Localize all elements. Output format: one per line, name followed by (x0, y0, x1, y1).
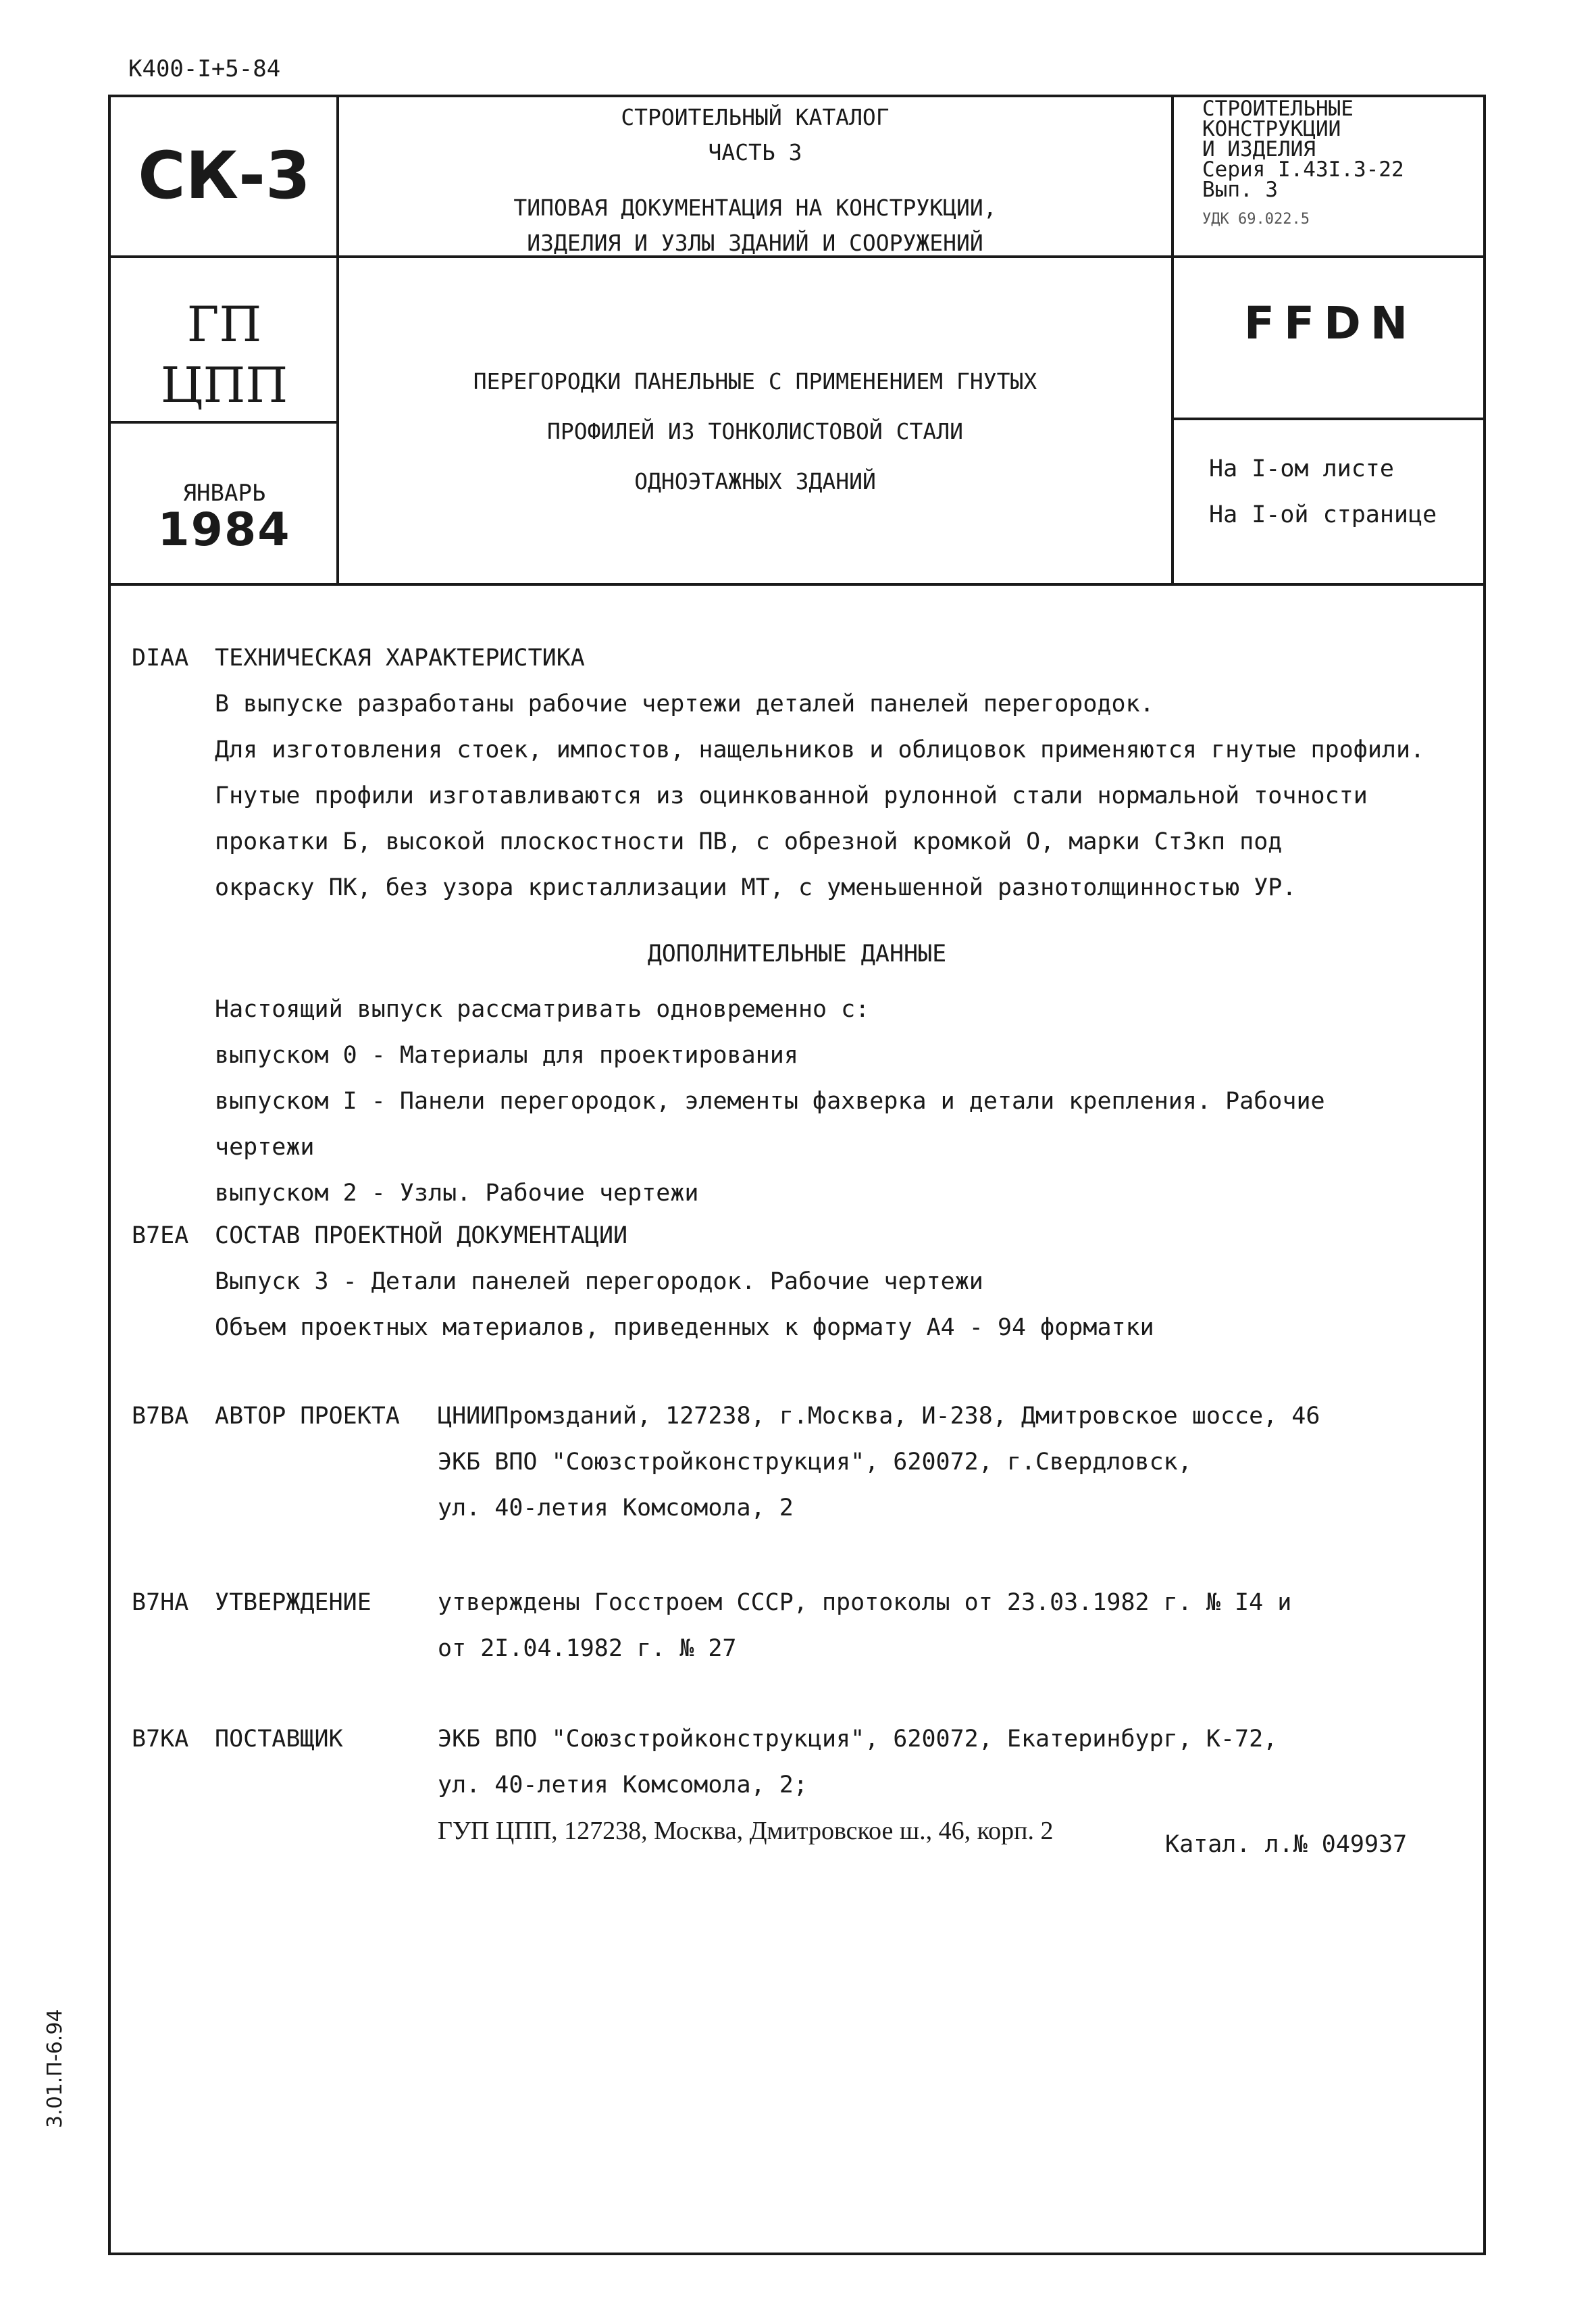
sheet-line: На I-ом листе (1209, 455, 1394, 482)
title-line: ОДНОЭТАЖНЫХ ЗДАНИЙ (634, 468, 876, 495)
text-line: Объем проектных материалов, приведенных к формату А4 - 94 форматки (215, 1314, 1154, 1341)
catalog-line: ИЗДЕЛИЯ И УЗЛЫ ЗДАНИЙ И СООРУЖЕНИЙ (527, 230, 983, 256)
text-line: ул. 40-летия Комсомола, 2; (438, 1771, 808, 1799)
document-title (338, 257, 1173, 584)
section-label-supplier: ПОСТАВЩИК (215, 1726, 343, 1753)
series-line: И ИЗДЕЛИЯ (1202, 137, 1316, 161)
text-line: ул. 40-летия Комсомола, 2 (438, 1494, 794, 1521)
date-block (111, 422, 338, 584)
publisher-line: ГП (186, 296, 262, 353)
title-line: ПЕРЕГОРОДКИ ПАНЕЛЬНЫЕ С ПРИМЕНЕНИЕМ ГНУТЫХ (473, 368, 1037, 395)
section-heading-extra: ДОПОЛНИТЕЛЬНЫЕ ДАННЫЕ (647, 940, 947, 967)
extra-text (215, 986, 1431, 1216)
sheet-info (1209, 446, 1437, 538)
text-line: ЭКБ ВПО "Союзстройконструкция", 620072, Екатеринбург, К-72, (438, 1726, 1278, 1753)
catalog-block (338, 95, 1173, 257)
composition-text (215, 1259, 1431, 1351)
text-line: окраску ПК, без узора кристаллизации МТ, с уменьшенной разнотолщинностью УР. (215, 874, 1297, 901)
series-line: Серия I.43I.3-22 (1202, 157, 1404, 182)
text-line: от 2I.04.1982 г. № 27 (438, 1635, 737, 1662)
catalog-code: СК-3 (138, 138, 311, 213)
series-line: КОНСТРУКЦИИ (1202, 117, 1341, 141)
side-code: 3.01.П-6.94 (43, 2009, 67, 2128)
month: ЯНВАРЬ (182, 480, 266, 507)
text-line: В выпуске разработаны рабочие чертежи деталей панелей перегородок. (215, 690, 1154, 718)
section-code-tech: DIAA (132, 645, 189, 672)
catalog-line: СТРОИТЕЛЬНЫЙ КАТАЛОГ (621, 104, 890, 130)
title-line: ПРОФИЛЕЙ ИЗ ТОНКОЛИСТОВОЙ СТАЛИ (547, 418, 963, 445)
text-line: Гнутые профили изготавливаются из оцинкованной рулонной стали нормальной точности (215, 782, 1368, 809)
text-line: Выпуск 3 - Детали панелей перегородок. Рабочие чертежи (215, 1268, 983, 1295)
catalog-line: ТИПОВАЯ ДОКУМЕНТАЦИЯ НА КОНСТРУКЦИИ, (513, 195, 997, 221)
series-line: Вып. 3 (1202, 178, 1278, 202)
text-line: ЭКБ ВПО "Союзстройконструкция", 620072, г.Свердловск, (438, 1449, 1192, 1476)
text-line: ГУП ЦПП, 127238, Москва, Дмитровское ш., 46, корп. 2 (438, 1817, 1054, 1845)
year: 1984 (157, 503, 291, 557)
approval-text (438, 1580, 1451, 1671)
section-heading-composition: СОСТАВ ПРОЕКТНОЙ ДОКУМЕНТАЦИИ (215, 1222, 628, 1249)
section-label-author: АВТОР ПРОЕКТА (215, 1403, 400, 1430)
text-line: Для изготовления стоек, импостов, нащельников и облицовок применяются гнутые профили. (215, 736, 1425, 763)
section-label-approval: УТВЕРЖДЕНИЕ (215, 1589, 371, 1616)
author-text (438, 1393, 1451, 1531)
sheet-line: На I-ой странице (1209, 501, 1437, 528)
series-block (1175, 95, 1486, 257)
udk-code: УДК 69.022.5 (1202, 211, 1310, 228)
section-code-composition: В7ЕА (132, 1222, 189, 1249)
classifier-code: FFDN (1243, 297, 1418, 349)
document-code: К400-I+5-84 (128, 55, 281, 82)
text-line: выпуском 0 - Материалы для проектирования (215, 1042, 798, 1069)
text-line: утверждены Госстроем СССР, протоколы от 23.03.1982 г. № I4 и (438, 1589, 1292, 1616)
tech-text (215, 681, 1431, 911)
text-line: прокатки Б, высокой плоскостности ПВ, с обрезной кромкой О, марки Ст3кп под (215, 828, 1283, 855)
publisher-block (111, 257, 338, 422)
section-code-approval: В7НА (132, 1589, 189, 1616)
publisher-line: ЦПП (160, 357, 288, 413)
catalog-line: ЧАСТЬ 3 (708, 139, 802, 166)
text-line: Настоящий выпуск рассматривать одновременно с: (215, 996, 870, 1023)
section-code-author: В7ВА (132, 1403, 189, 1430)
text-line: выпуском 2 - Узлы. Рабочие чертежи (215, 1180, 699, 1207)
text-line: выпуском I - Панели перегородок, элементы фахверка и детали крепления. Рабочие чертежи (215, 1088, 1325, 1161)
text-line: ЦНИИПромзданий, 127238, г.Москва, И-238, Дмитровское шоссе, 46 (438, 1403, 1320, 1430)
catalog-reference: Катал. л.№ 049937 (1165, 1831, 1408, 1858)
section-code-supplier: В7КА (132, 1726, 189, 1753)
series-line: СТРОИТЕЛЬНЫЕ (1202, 97, 1354, 121)
section-heading-tech: ТЕХНИЧЕСКАЯ ХАРАКТЕРИСТИКА (215, 645, 585, 672)
right-column-divider (1173, 418, 1486, 420)
